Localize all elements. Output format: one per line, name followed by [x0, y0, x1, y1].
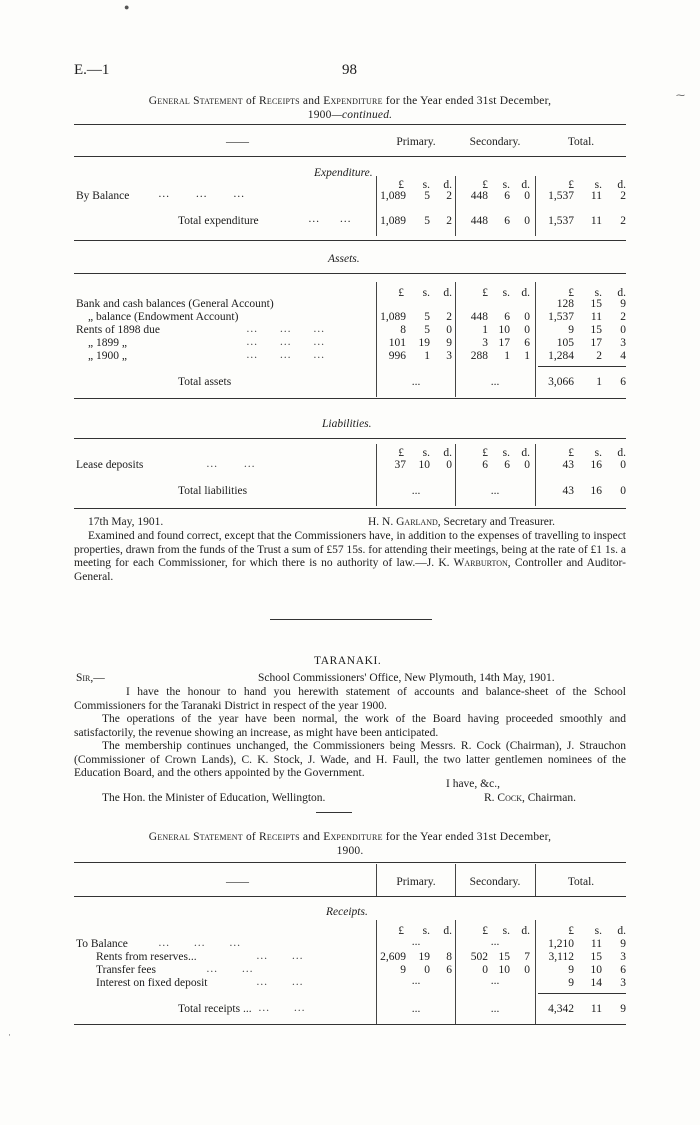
- lsd-l: £: [568, 287, 574, 299]
- letter-closing: I have, &c.,: [446, 778, 500, 790]
- lsd-l: £: [398, 925, 404, 937]
- section-assets: Assets.: [328, 253, 360, 265]
- receipt-row-label: Interest on fixed deposit: [96, 977, 208, 989]
- total-label: Total receipts ...: [178, 1003, 252, 1015]
- amount-shillings: 6: [504, 190, 510, 202]
- lsd-l: £: [482, 179, 488, 191]
- lsd-l: £: [568, 179, 574, 191]
- col-divider: [535, 282, 536, 397]
- table2-top-rule: [74, 862, 626, 863]
- amount-pounds: 1: [482, 324, 488, 336]
- leader-dots: ……: [206, 963, 277, 975]
- col-secondary: Secondary.: [469, 136, 521, 148]
- amount-pounds: 1,089: [380, 311, 406, 323]
- asset-row-label: Bank and cash balances (General Account): [76, 298, 274, 310]
- date: 17th May, 1901.: [88, 516, 164, 528]
- lsd-l: £: [398, 179, 404, 191]
- lsd-s: s.: [422, 925, 430, 937]
- amount-shillings: 15: [590, 298, 602, 310]
- amount-pence: 0: [620, 324, 626, 336]
- bullet-mark: ●: [124, 2, 130, 12]
- amount-pence: 1: [524, 350, 530, 362]
- amount-pounds: 448: [470, 215, 488, 227]
- amount-shillings: 19: [418, 951, 430, 963]
- leader-dots: ………: [158, 188, 271, 200]
- amount-pence: 0: [524, 324, 530, 336]
- ellipsis: ...: [490, 485, 500, 497]
- amount-pounds: 101: [388, 337, 406, 349]
- sum-rule: [538, 993, 626, 994]
- col-divider: [376, 920, 377, 1024]
- amount-pounds: 8: [400, 324, 406, 336]
- liability-row-label: Lease deposits: [76, 459, 144, 471]
- ellipsis: ...: [411, 936, 421, 948]
- amount-pounds: 3: [482, 337, 488, 349]
- total-label: Total liabilities: [178, 485, 248, 497]
- asset-row-label: „ balance (Endowment Account): [88, 311, 239, 323]
- amount-pence: 9: [620, 298, 626, 310]
- amount-pounds: 1,537: [548, 311, 574, 323]
- amount-shillings: 11: [590, 938, 602, 950]
- amount-pounds: 996: [388, 350, 406, 362]
- letter-paragraph: I have the honour to hand you herewith statement of accounts and balance-sheet of the School Commissioners for the Taranaki District in respect of the year 1900.: [74, 686, 626, 712]
- lsd-l: £: [568, 447, 574, 459]
- ellipsis: ...: [411, 1003, 421, 1015]
- lsd-l: £: [482, 925, 488, 937]
- amount-shillings: 5: [424, 190, 430, 202]
- amount-pounds: 4,342: [548, 1003, 574, 1015]
- amount-pounds: 43: [562, 459, 574, 471]
- amount-pence: 0: [524, 964, 530, 976]
- col-divider: [535, 176, 536, 236]
- leader-dots: ………: [246, 323, 347, 335]
- ellipsis: ...: [490, 1003, 500, 1015]
- amount-shillings: 6: [504, 459, 510, 471]
- lsd-l: £: [482, 287, 488, 299]
- amount-pence: 9: [620, 938, 626, 950]
- amount-pence: 8: [446, 951, 452, 963]
- amount-pounds: 502: [470, 951, 488, 963]
- lsd-l: £: [398, 447, 404, 459]
- amount-pounds: 6: [482, 459, 488, 471]
- lsd-d: d.: [443, 447, 452, 459]
- table1-header-rule: [74, 156, 626, 157]
- leader-dots: ……: [256, 976, 327, 988]
- col-total: Total.: [567, 876, 595, 888]
- leader-dots: ………: [246, 349, 347, 361]
- col-primary: Primary.: [396, 876, 436, 888]
- lsd-s: s.: [422, 447, 430, 459]
- row-label: By Balance: [76, 190, 130, 202]
- section-rule: [74, 398, 626, 399]
- amount-pence: 2: [620, 215, 626, 227]
- amount-pounds: 1,089: [380, 215, 406, 227]
- amount-pounds: 1,284: [548, 350, 574, 362]
- amount-pence: 0: [524, 190, 530, 202]
- lsd-d: d.: [617, 447, 626, 459]
- amount-shillings: 0: [424, 964, 430, 976]
- amount-pounds: 1,537: [548, 215, 574, 227]
- letter-paragraph: The operations of the year have been normal, the work of the Board having proceeded smoothly and satisfactorily, the revenue showing an increase, as might have been anticipated.: [74, 713, 626, 739]
- amount-pence: 6: [620, 376, 626, 388]
- amount-shillings: 11: [590, 311, 602, 323]
- amount-pence: 2: [446, 190, 452, 202]
- ellipsis: ...: [490, 975, 500, 987]
- lsd-s: s.: [422, 179, 430, 191]
- lsd-s: s.: [502, 447, 510, 459]
- ellipsis: ...: [490, 936, 500, 948]
- lsd-d: d.: [443, 287, 452, 299]
- lsd-d: d.: [443, 925, 452, 937]
- amount-pounds: 9: [400, 964, 406, 976]
- amount-pence: 6: [446, 964, 452, 976]
- amount-shillings: 14: [590, 977, 602, 989]
- amount-shillings: 15: [590, 324, 602, 336]
- amount-shillings: 11: [590, 1003, 602, 1015]
- asset-row-label: „ 1900 „: [88, 350, 127, 362]
- lsd-d: d.: [617, 287, 626, 299]
- section-receipts: Receipts.: [326, 906, 368, 918]
- leader-dots: ……: [258, 1002, 329, 1014]
- amount-shillings: 1: [424, 350, 430, 362]
- amount-pence: 2: [446, 311, 452, 323]
- lsd-s: s.: [502, 925, 510, 937]
- amount-pounds: 3,112: [548, 951, 574, 963]
- table2-title: General Statement of Receipts and Expenditure for the Year ended 31st December, 1900.: [148, 831, 552, 857]
- amount-pence: 0: [620, 485, 626, 497]
- receipt-row-label: Transfer fees: [96, 964, 156, 976]
- col-divider: [535, 864, 536, 896]
- amount-pence: 3: [620, 337, 626, 349]
- lsd-l: £: [568, 925, 574, 937]
- amount-pence: 7: [524, 951, 530, 963]
- amount-pounds: 9: [568, 977, 574, 989]
- ellipsis: ...: [411, 975, 421, 987]
- col-divider: [376, 282, 377, 397]
- letter-signature: R. Cock, Chairman.: [484, 792, 576, 804]
- amount-shillings: 10: [590, 964, 602, 976]
- section-rule: [74, 273, 626, 274]
- amount-shillings: 16: [590, 485, 602, 497]
- amount-pounds: 448: [470, 190, 488, 202]
- col-divider: [376, 176, 377, 236]
- lsd-s: s.: [502, 179, 510, 191]
- table1-top-rule: [74, 124, 626, 125]
- col-divider: [455, 864, 456, 896]
- amount-shillings: 10: [498, 964, 510, 976]
- lsd-d: d.: [521, 447, 530, 459]
- amount-shillings: 11: [590, 215, 602, 227]
- page-number: 98: [342, 62, 357, 78]
- report-code: E.—1: [74, 62, 110, 78]
- amount-pence: 2: [620, 190, 626, 202]
- lsd-d: d.: [617, 179, 626, 191]
- amount-pence: 4: [620, 350, 626, 362]
- amount-pence: 0: [524, 459, 530, 471]
- amount-pence: 0: [446, 324, 452, 336]
- amount-pence: 2: [620, 311, 626, 323]
- amount-shillings: 10: [498, 324, 510, 336]
- amount-pence: 0: [620, 459, 626, 471]
- amount-shillings: 10: [418, 459, 430, 471]
- amount-shillings: 6: [504, 215, 510, 227]
- amount-pence: 0: [446, 459, 452, 471]
- salutation: Sir,—: [76, 672, 105, 684]
- col-total: Total.: [567, 136, 595, 148]
- total-label: Total expenditure: [178, 215, 259, 227]
- section-separator: [270, 619, 432, 620]
- lsd-s: s.: [594, 287, 602, 299]
- ellipsis: ...: [411, 376, 421, 388]
- ellipsis: ...: [411, 485, 421, 497]
- amount-shillings: 1: [596, 376, 602, 388]
- leader-dots: ………: [158, 937, 265, 949]
- lsd-s: s.: [594, 447, 602, 459]
- col-blank: ——: [226, 876, 249, 888]
- col-divider: [535, 920, 536, 1024]
- amount-shillings: 16: [590, 459, 602, 471]
- amount-pence: 9: [620, 1003, 626, 1015]
- amount-pounds: 288: [470, 350, 488, 362]
- col-divider: [535, 444, 536, 506]
- lsd-l: £: [398, 287, 404, 299]
- col-primary: Primary.: [396, 136, 436, 148]
- amount-shillings: 5: [424, 215, 430, 227]
- amount-pounds: 2,609: [380, 951, 406, 963]
- margin-mark: ⁓: [676, 90, 685, 100]
- amount-pounds: 43: [562, 485, 574, 497]
- table1-title: General Statement of Receipts and Expenditure for the Year ended 31st December, 1900—continued.: [148, 95, 552, 121]
- amount-shillings: 15: [498, 951, 510, 963]
- receipt-row-label: To Balance: [76, 938, 128, 950]
- amount-pence: 6: [524, 337, 530, 349]
- amount-pounds: 128: [556, 298, 574, 310]
- col-divider: [376, 444, 377, 506]
- amount-pence: 6: [620, 964, 626, 976]
- lsd-s: s.: [594, 179, 602, 191]
- section-expenditure: Expenditure.: [314, 167, 373, 179]
- leader-dots: ……: [308, 213, 371, 225]
- amount-shillings: 15: [590, 951, 602, 963]
- amount-pounds: 9: [568, 324, 574, 336]
- lsd-d: d.: [521, 287, 530, 299]
- amount-shillings: 6: [504, 311, 510, 323]
- ellipsis: ...: [490, 376, 500, 388]
- amount-pounds: 105: [556, 337, 574, 349]
- amount-pence: 3: [446, 350, 452, 362]
- letter-recipient: The Hon. the Minister of Education, Wellington.: [102, 792, 326, 804]
- amount-shillings: 17: [590, 337, 602, 349]
- col-divider: [376, 864, 377, 896]
- margin-mark: ·: [8, 1030, 11, 1040]
- col-secondary: Secondary.: [469, 876, 521, 888]
- leader-dots: ……: [206, 458, 281, 470]
- amount-pence: 3: [620, 977, 626, 989]
- amount-pounds: 0: [482, 964, 488, 976]
- amount-pounds: 1,089: [380, 190, 406, 202]
- title-rule: [316, 812, 352, 813]
- amount-shillings: 17: [498, 337, 510, 349]
- amount-shillings: 5: [424, 311, 430, 323]
- lsd-d: d.: [521, 179, 530, 191]
- amount-pence: 0: [524, 311, 530, 323]
- section-rule: [74, 240, 626, 241]
- lsd-l: £: [482, 447, 488, 459]
- amount-pence: 0: [524, 215, 530, 227]
- lsd-d: d.: [443, 179, 452, 191]
- amount-shillings: 19: [418, 337, 430, 349]
- lsd-d: d.: [617, 925, 626, 937]
- lsd-s: s.: [502, 287, 510, 299]
- amount-pounds: 9: [568, 964, 574, 976]
- amount-pounds: 3,066: [548, 376, 574, 388]
- col-blank: ——: [226, 136, 249, 148]
- amount-pounds: 1,537: [548, 190, 574, 202]
- lsd-d: d.: [521, 925, 530, 937]
- amount-pounds: 37: [394, 459, 406, 471]
- table2-bottom-rule: [74, 1024, 626, 1025]
- table1-bottom-rule: [74, 508, 626, 509]
- amount-pence: 3: [620, 951, 626, 963]
- asset-row-label: Rents of 1898 due: [76, 324, 161, 336]
- letter-paragraph: The membership continues unchanged, the Commissioners being Messrs. R. Cock (Chairman), J. Strauchon (Commissioner of Crown Lands), C. K. Stock, J. Wade, and H. Faull, the two latter gentlemen nominees of the Education Board, and the others appointed by the Government.: [74, 740, 626, 779]
- col-divider: [455, 176, 456, 236]
- lsd-s: s.: [422, 287, 430, 299]
- amount-pence: 2: [446, 215, 452, 227]
- audit-note: Examined and found correct, except that the Commissioners have, in addition to the expenses of travelling to inspect properties, drawn from the funds of the Trust a sum of £57 15s. for attending their meetings, being at the rate of £1 1s. a meeting for each Commissioner, for which there is no authority of law.—J. K. Warburton, Controller and Auditor-General.: [74, 530, 626, 583]
- amount-shillings: 5: [424, 324, 430, 336]
- leader-dots: ……: [256, 950, 327, 962]
- lsd-s: s.: [594, 925, 602, 937]
- section-rule: [74, 438, 626, 439]
- sum-rule: [538, 366, 626, 367]
- leader-dots: ………: [246, 336, 347, 348]
- amount-pounds: 1,210: [548, 938, 574, 950]
- section-liabilities: Liabilities.: [322, 418, 372, 430]
- amount-pounds: 448: [470, 311, 488, 323]
- letter-address: School Commissioners' Office, New Plymouth, 14th May, 1901.: [258, 672, 555, 684]
- table2-header-rule: [74, 896, 626, 897]
- receipt-row-label: Rents from reserves...: [96, 951, 197, 963]
- amount-pence: 9: [446, 337, 452, 349]
- asset-row-label: „ 1899 „: [88, 337, 127, 349]
- signature: H. N. Garland, Secretary and Treasurer.: [368, 516, 555, 528]
- amount-shillings: 1: [504, 350, 510, 362]
- amount-shillings: 2: [596, 350, 602, 362]
- section-heading-taranaki: TARANAKI.: [314, 655, 382, 667]
- total-label: Total assets: [178, 376, 232, 388]
- amount-shillings: 11: [590, 190, 602, 202]
